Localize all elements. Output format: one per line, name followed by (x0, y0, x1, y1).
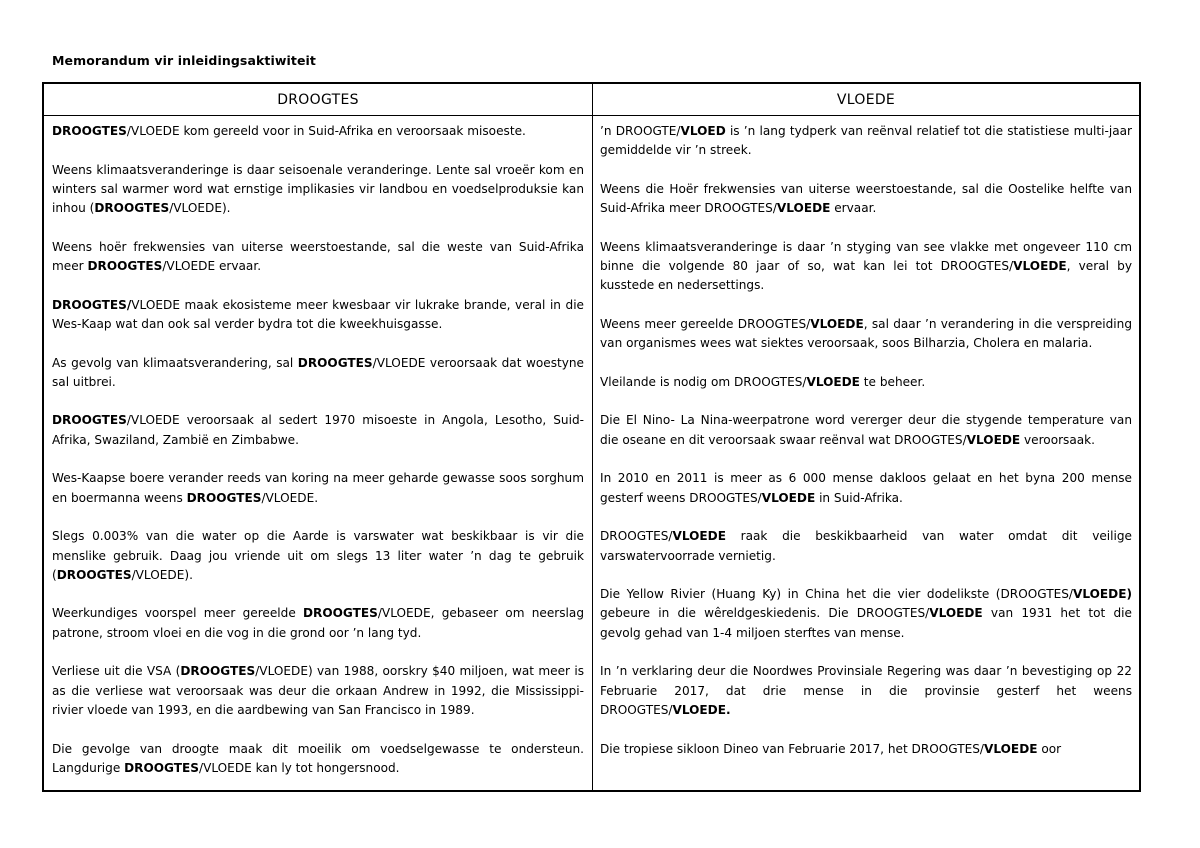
right-statement (600, 662, 1132, 720)
statement-text: /VLOEDE veroorsaak al sedert 1970 misoeste in Angola, Lesotho, Suid-Afrika, Swaziland, Zambië en Zimbabwe. (52, 413, 584, 447)
bold-term: DROOGTES (52, 413, 127, 428)
statement-text: /VLOEDE). (169, 201, 231, 216)
statement-text: veroorsaak. (1020, 432, 1096, 447)
bold-term: VLOEDE (776, 201, 831, 216)
statement-text: /VLOEDE. (261, 490, 319, 505)
bold-term: VLOEDE (761, 490, 816, 505)
document-title: Memorandum vir inleidingsaktiwiteit (52, 53, 317, 68)
right-statement (600, 585, 1132, 643)
right-statement (600, 469, 1132, 508)
statement-text: oor (1037, 741, 1062, 756)
statement-text: /VLOEDE) van 1988, oorskry $40 miljoen, wat meer is as die verliese wat veroorsaak was deur die orkaan Andrew in 1992, die Mississippi-rivier vloede van 1993, en die aardbewing van San Francisco in 1989. (52, 664, 584, 717)
left-statement (52, 354, 584, 393)
statement-text: Weens hoër frekwensies van uiterse weerstoestande, sal die weste van Suid-Afrika meer (52, 239, 584, 274)
statement-text: As gevolg van klimaatsverandering, sal (52, 355, 298, 370)
right-statement (600, 180, 1132, 219)
bold-term: VLOEDE (806, 374, 860, 389)
bold-term: DROOGTES (94, 201, 170, 216)
statement-text: /VLOEDE veroorsaak dat woestyne sal uitbrei. (52, 355, 584, 389)
right-statement (600, 411, 1132, 450)
right-statement (600, 122, 1132, 161)
statement-text: Weens klimaatsveranderinge is daar ’n styging van see vlakke met ongeveer 110 cm binne die volgende 80 jaar of so, wat kan lei tot DROOGTES/ (600, 239, 1132, 274)
statement-text: ’n DROOGTE/ (600, 124, 681, 138)
statement-text: te beheer. (859, 374, 926, 389)
right-statement (600, 238, 1132, 296)
statement-text: in Suid-Afrika. (815, 490, 903, 505)
column-header-vloede: VLOEDE (836, 91, 896, 108)
bold-term: DROOGTES (186, 490, 262, 505)
bold-term: DROOGTES (56, 567, 132, 582)
bold-term: VLOEDE (1013, 259, 1067, 274)
statement-text: In 2010 en 2011 is meer as 6 000 mense dakloos gelaat en het byna 200 mense gesterf weens DROOGTES/ (600, 471, 1132, 505)
bold-term: DROOGTES/ (52, 297, 132, 312)
statement-text: Wes-Kaapse boere verander reeds van koring na meer geharde gewasse soos sorghum en boermanna weens (52, 471, 584, 505)
statement-text: , veral by kusstede en nedersettings. (600, 259, 1132, 293)
column-divider (592, 84, 593, 790)
statement-text: VLOEDE maak ekosisteme meer kwesbaar vir lukrake brande, veral in die Wes-Kaap wat dan ook sal verder bydra tot die kweekhuisgasse. (52, 297, 584, 331)
left-statement (52, 161, 584, 219)
statement-text: , sal daar ’n verandering in die verspreiding van organismes wees wat siektes veroorsaak, soos Bilharzia, Cholera en malaria. (600, 316, 1132, 351)
bold-term: VLOEDE (672, 529, 726, 544)
bold-term: VLOEDE. (672, 702, 731, 717)
statement-text: Weens meer gereelde DROOGTES/ (600, 316, 811, 331)
left-statement (52, 527, 584, 585)
left-statement (52, 411, 584, 450)
right-statement (600, 740, 1132, 759)
statement-text: /VLOEDE kan ly tot hongersnood. (199, 760, 400, 775)
statement-text: Vleilande is nodig om DROOGTES/ (600, 374, 807, 389)
left-statement (52, 296, 584, 335)
left-statement (52, 740, 584, 779)
droogtes-column (52, 122, 584, 790)
bold-term: DROOGTES (303, 606, 378, 621)
right-statement (600, 315, 1132, 354)
left-statement (52, 238, 584, 277)
right-statement (600, 373, 1132, 392)
bold-term: VLOEDE (966, 432, 1021, 447)
column-header-droogtes: DROOGTES (277, 91, 359, 108)
bold-term: DROOGTES (87, 259, 163, 274)
statement-text: Verliese uit die VSA ( (52, 664, 181, 679)
right-statement (600, 527, 1132, 566)
statement-text: In ’n verklaring deur die Noordwes Provinsiale Regering was daar ’n bevestiging op 22 Februarie 2017, dat drie mense in die provinsie gesterf het weens DROOGTES/ (600, 664, 1132, 717)
statement-text: /VLOEDE, gebaseer om neerslag patrone, stroom vloei en die vog in die grond oor ’n lang tyd. (52, 606, 584, 640)
bold-term: VLOEDE (929, 606, 983, 621)
bold-term: DROOGTES (180, 664, 256, 679)
statement-text: van 1931 het tot die gevolg gehad van 1-4 miljoen sterftes van mense. (600, 606, 1132, 640)
statement-text: Slegs 0.003% van die water op die Aarde is varswater wat beskikbaar is vir die menslike gebruik. Daag jou vriende uit om slegs 13 liter water ’n dag te gebruik ( (52, 529, 584, 582)
statement-text: Die tropiese sikloon Dineo van Februarie 2017, het DROOGTES/ (600, 741, 985, 756)
statement-text: /VLOEDE ervaar. (162, 259, 262, 274)
statement-text: is ’n lang tydperk van reënval relatief tot die statistiese multi-jaar gemiddelde vir ’n streek. (600, 124, 1132, 158)
bold-term: VLOEDE (810, 316, 864, 331)
statement-text: raak die beskikbaarheid van water omdat dit veilige varswatervoorrade vernietig. (600, 529, 1132, 563)
left-statement (52, 662, 584, 720)
statement-text: Die Yellow Rivier (Huang Ky) in China het die vier dodelikste (DROOGTES/ (600, 587, 1073, 602)
memorandum-table (42, 82, 1141, 792)
statement-text: gebeure in die wêreldgeskiedenis. Die DROOGTES/ (600, 606, 930, 621)
bold-term: DROOGTES (297, 355, 373, 370)
statement-text: DROOGTES/ (600, 529, 673, 544)
statement-text: Weens klimaatsveranderinge is daar seisoenale veranderinge. Lente sal vroeër kom en winters sal warmer word wat ernstige implikasies vir landbou en voedselproduksie kan inhou ( (52, 162, 584, 216)
statement-text: Die El Nino- La Nina-weerpatrone word vererger deur die stygende temperature van die oseane en dit veroorsaak swaar reënval wat DROOGTES/ (600, 413, 1132, 447)
vloede-column (600, 122, 1132, 790)
bold-term: VLOEDE (984, 741, 1038, 756)
bold-term: DROOGTES (124, 760, 199, 775)
left-statement (52, 604, 584, 643)
statement-text: /VLOEDE kom gereeld voor in Suid-Afrika en veroorsaak misoeste. (126, 124, 526, 138)
statement-text: Die gevolge van droogte maak dit moeilik om voedselgewasse te ondersteun. Langdurige (52, 741, 584, 775)
bold-term: VLOEDE) (1072, 587, 1132, 602)
bold-term: DROOGTES (52, 124, 127, 138)
statement-text: Weerkundiges voorspel meer gereelde (52, 606, 303, 621)
statement-text: ervaar. (830, 201, 877, 216)
bold-term: VLOED (680, 124, 726, 138)
statement-text: /VLOEDE). (131, 567, 193, 582)
left-statement (52, 122, 584, 141)
statement-text: Weens die Hoër frekwensies van uiterse weerstoestande, sal die Oostelike helfte van Suid-Afrika meer DROOGTES/ (600, 181, 1132, 216)
left-statement (52, 469, 584, 508)
